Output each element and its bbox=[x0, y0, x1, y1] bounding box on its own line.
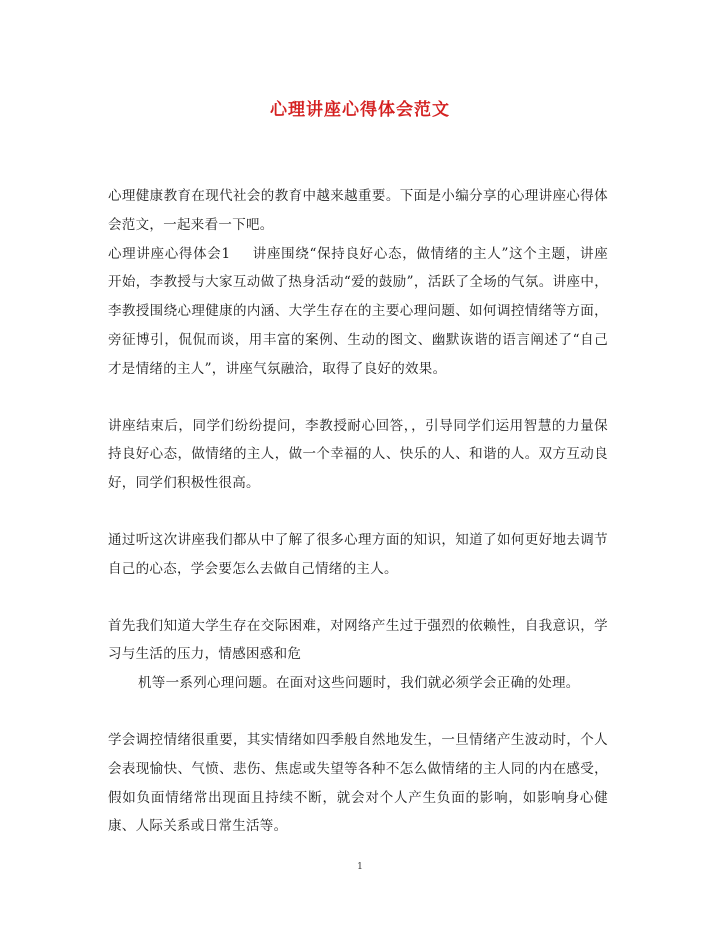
paragraph-4-part-b: 机等一系列心理问题。在面对这些问题时，我们就必须学会正确的处理。 bbox=[138, 675, 580, 692]
document-body bbox=[108, 182, 608, 841]
paragraph-spacer bbox=[108, 384, 608, 412]
paragraph-1-text: 讲座围绕“保持良好心态，做情绪的主人”这个主题，讲座开始，李教授与大家互动做了热身活动“爱的鼓励”，活跃了全场的气氛。讲座中，李教授围绕心理健康的内涵、大学生存在的主要心理问题、如何调控情绪等方面，旁征博引，侃侃而谈，用丰富的案例、生动的图文、幽默诙谐的语言阐述了“自己才是情绪的主人”，讲座气氛融洽，取得了良好的效果。 bbox=[108, 245, 608, 377]
paragraph-5: 学会调控情绪很重要，其实情绪如四季般自然地发生，一旦情绪产生波动时，个人会表现愉快、气愤、悲伤、焦虑或失望等各种不怎么做情绪的主人同的内在感受，假如负面情绪常出现面且持续不断，就会对个人产生负面的影响，如影响身心健康、人际关系或日常生活等。 bbox=[108, 731, 608, 835]
paragraph-spacer bbox=[108, 584, 608, 612]
paragraph-spacer bbox=[108, 498, 608, 526]
document-title: 心理讲座心得体会范文 bbox=[270, 100, 450, 120]
paragraph-3: 通过听这次讲座我们都从中了解了很多心理方面的知识，知道了如何更好地去调节自己的心态，学会要怎么去做自己情绪的主人。 bbox=[108, 531, 608, 577]
paragraph-1 bbox=[108, 240, 608, 384]
paragraph-4-part-a: 首先我们知道大学生存在交际困难，对网络产生过于强烈的依赖性，自我意识，学习与生活的压力，情感困惑和危 bbox=[108, 617, 608, 663]
paragraph-intro: 心理健康教育在现代社会的教育中越来越重要。下面是小编分享的心理讲座心得体会范文，一起来看一下吧。 bbox=[108, 188, 608, 233]
paragraph-1-label: 心理讲座心得体会1 bbox=[108, 245, 231, 262]
paragraph-spacer bbox=[108, 698, 608, 726]
page-number: 1 bbox=[357, 862, 363, 872]
paragraph-2: 讲座结束后，同学们纷纷提问，李教授耐心回答，，引导同学们运用智慧的力量保持良好心态，做情绪的主人，做一个幸福的人、快乐的人、和谐的人。双方互动良好，同学们积极性很高。 bbox=[108, 417, 608, 492]
